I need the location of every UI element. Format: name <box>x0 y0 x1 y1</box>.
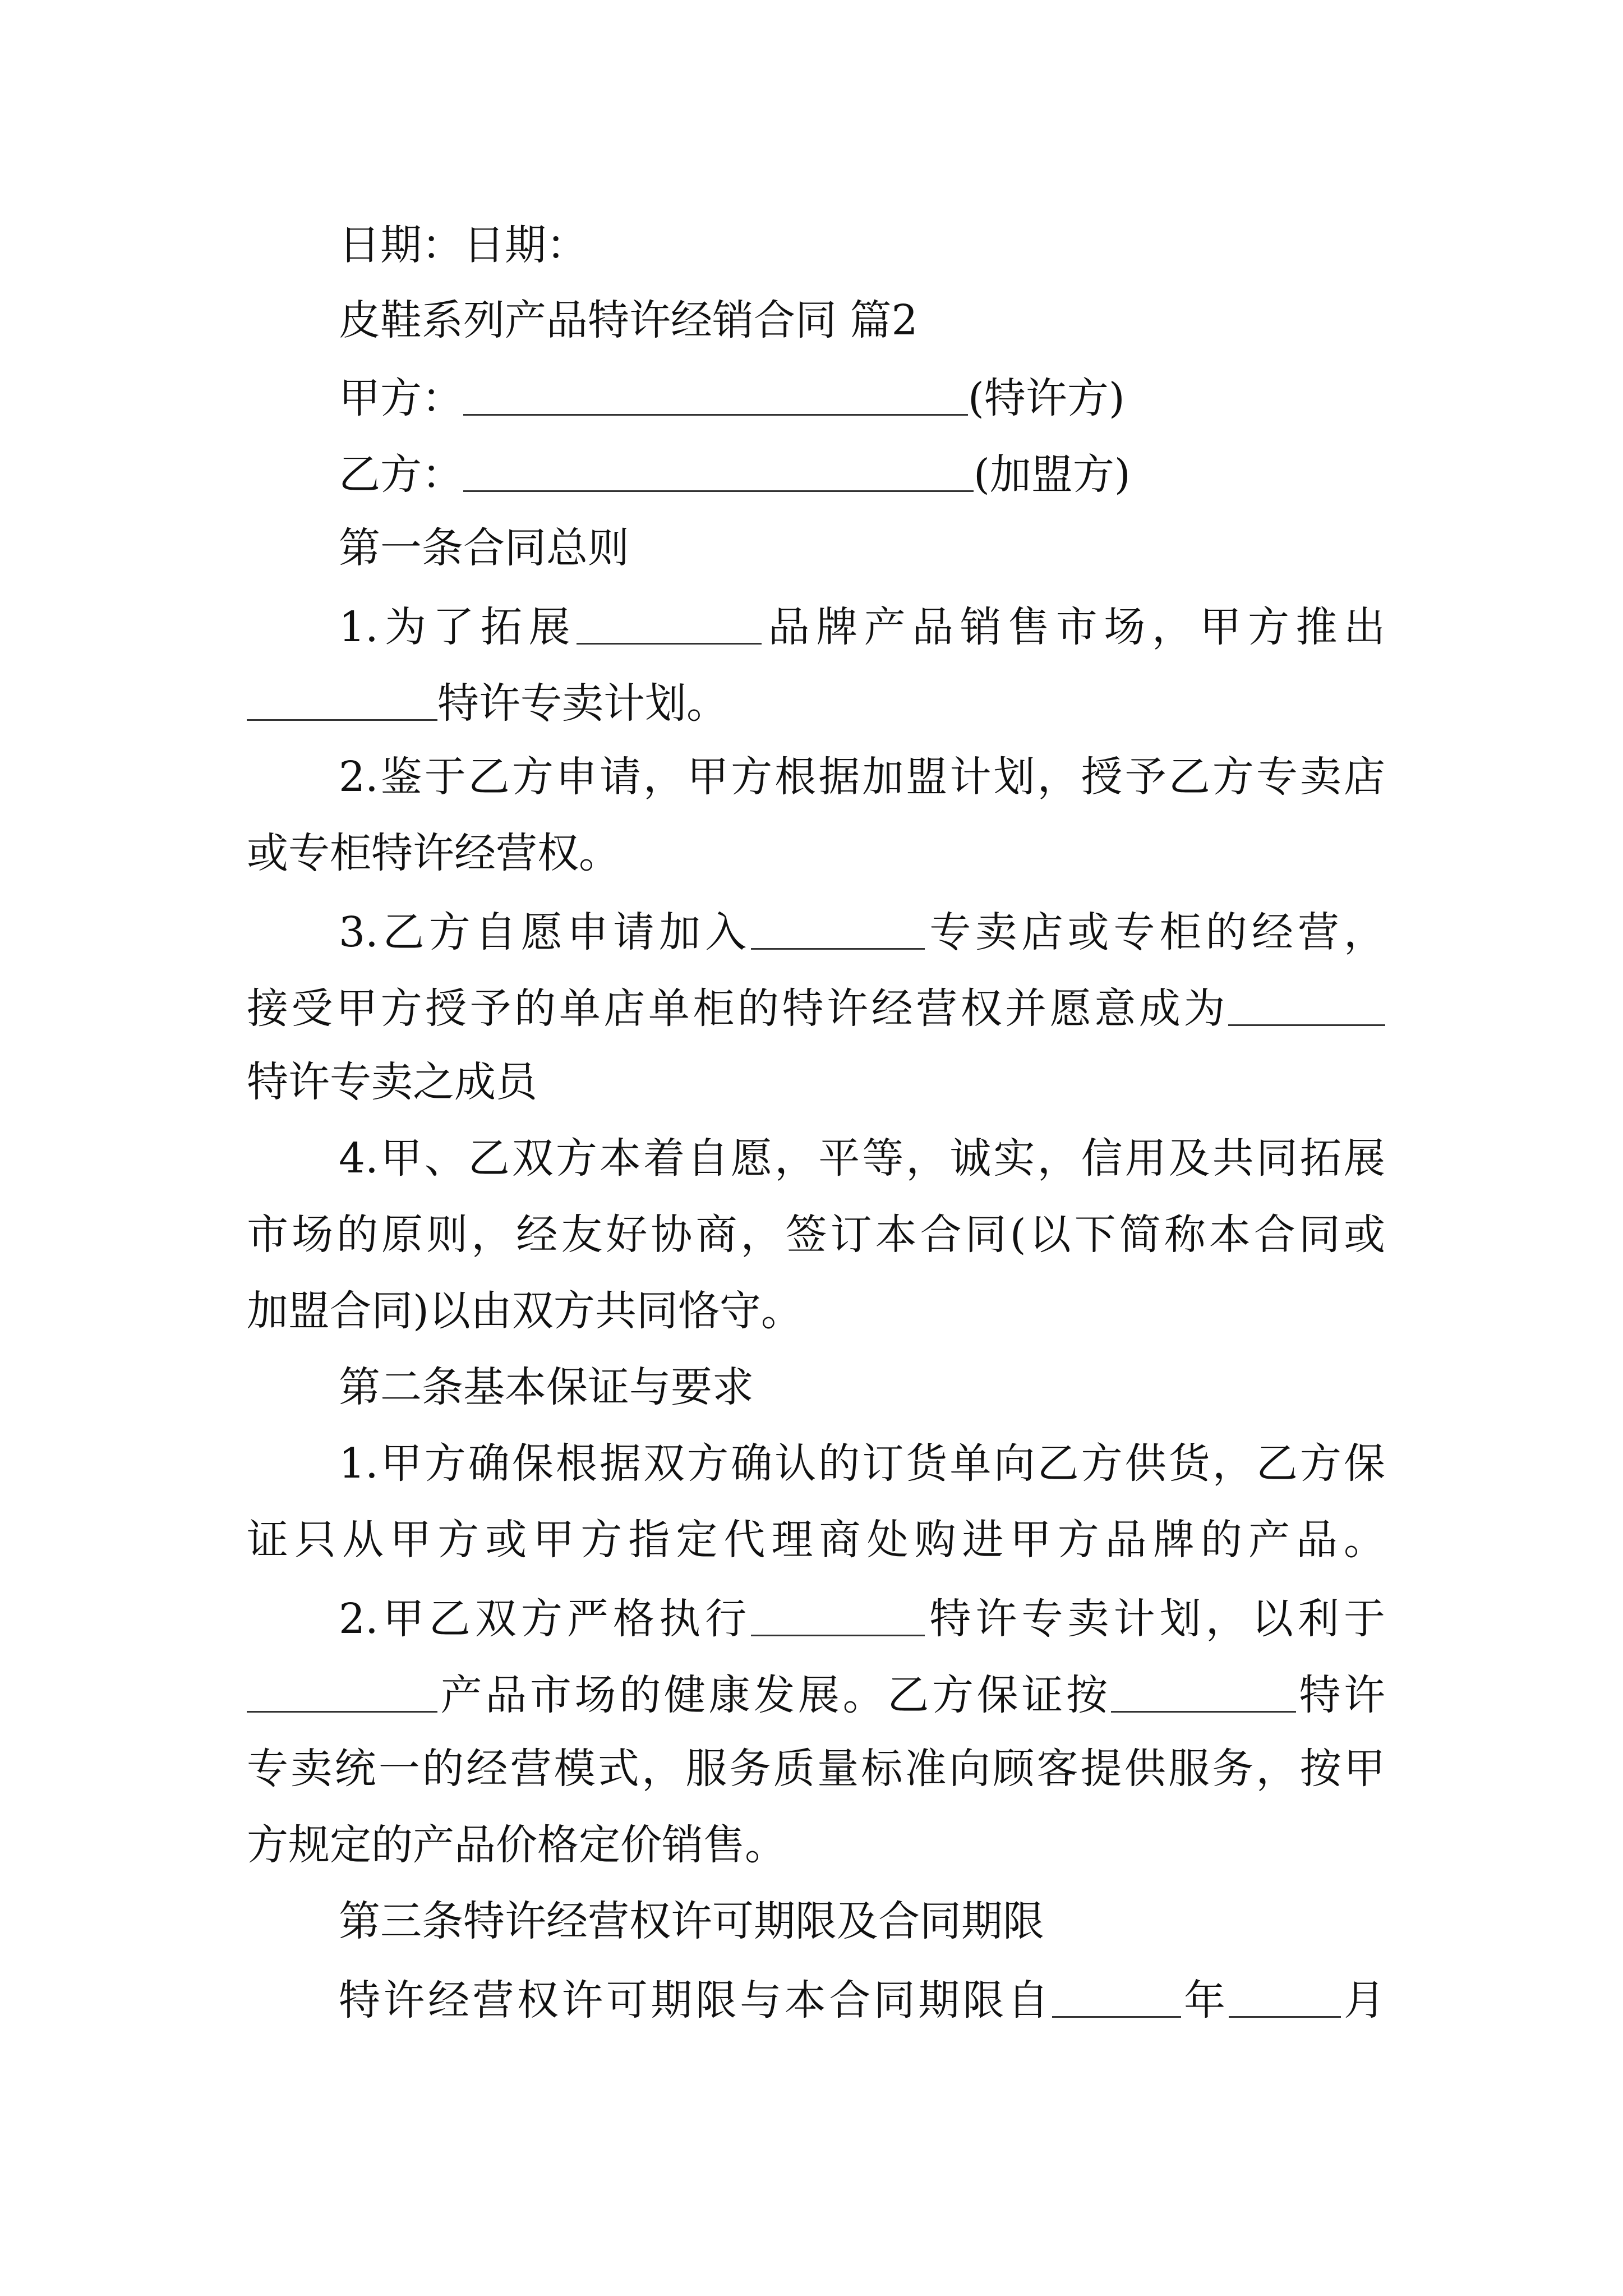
article1-item2-line1: 2.鉴于乙方申请，甲方根据加盟计划，授予乙方专卖店 <box>339 753 1385 801</box>
party-b-suffix: (加盟方) <box>974 450 1131 499</box>
member-blank <box>1228 985 1385 1026</box>
party-b-blank <box>463 451 974 492</box>
brand-blank <box>577 604 762 645</box>
article1-item1-line1: 1.为了拓展 品牌产品销售市场，甲方推出 <box>339 603 1385 651</box>
plan-blank-2 <box>751 1595 925 1636</box>
article1-item4-line3: 加盟合同)以由双方共同恪守。 <box>247 1287 803 1335</box>
article2-item2-line1: 2.甲乙双方严格执行 特许专卖计划，以利于 <box>339 1595 1385 1643</box>
article2-item2-line4: 方规定的产品价格定价销售。 <box>247 1821 786 1869</box>
party-a-line <box>339 374 1125 422</box>
article2-item2-line2: 产品市场的健康发展。乙方保证按 特许 <box>247 1672 1385 1716</box>
article1-heading: 第一条合同总则 <box>339 524 629 572</box>
article3-item1-line1: 特许经营权许可期限与本合同期限自 年 月 <box>339 1976 1386 2024</box>
party-a-suffix: (特许方) <box>968 374 1125 422</box>
article2-item2-line3: 专卖统一的经营模式，服务质量标准向顾客提供服务，按甲 <box>247 1745 1385 1793</box>
article1-item4-line1: 4.甲、乙双方本着自愿，平等，诚实，信用及共同拓展 <box>339 1134 1385 1182</box>
article1-item3-line3: 特许专卖之成员 <box>247 1058 537 1106</box>
party-b-line <box>339 450 1131 499</box>
article1-item3-line2: 接受甲方授予的单店单柜的特许经营权并愿意成为 <box>247 985 1385 1029</box>
party-b-label: 乙方： <box>339 450 463 499</box>
article2-item1-line2: 证只从甲方或甲方指定代理商处购进甲方品牌的产品。 <box>247 1516 1385 1564</box>
article2-heading: 第二条基本保证与要求 <box>339 1363 754 1411</box>
article1-item3-line1: 3.乙方自愿申请加入 专卖店或专柜的经营， <box>339 908 1385 956</box>
article1-item1-line2: 特许专卖计划。 <box>247 680 728 724</box>
start-year-blank <box>1052 1977 1181 2018</box>
article1-item4-line2: 市场的原则，经友好协商，签订本合同(以下简称本合同或 <box>247 1211 1385 1259</box>
date-line: 日期：日期： <box>339 221 588 269</box>
product-blank <box>247 1672 437 1713</box>
party-a-label: 甲方： <box>339 374 463 422</box>
plan-blank <box>247 680 437 721</box>
article2-item1-line1: 1.甲方确保根据双方确认的订货单向乙方供货，乙方保 <box>339 1439 1385 1488</box>
start-month-blank <box>1229 1977 1341 2018</box>
store-blank <box>751 909 925 950</box>
article3-heading: 第三条特许经营权许可期限及合同期限 <box>339 1897 1044 1945</box>
contract-title: 皮鞋系列产品特许经销合同 篇2 <box>339 296 918 344</box>
article1-item2-line2: 或专柜特许经营权。 <box>247 829 620 877</box>
party-a-blank <box>463 375 968 416</box>
model-blank <box>1111 1672 1296 1713</box>
